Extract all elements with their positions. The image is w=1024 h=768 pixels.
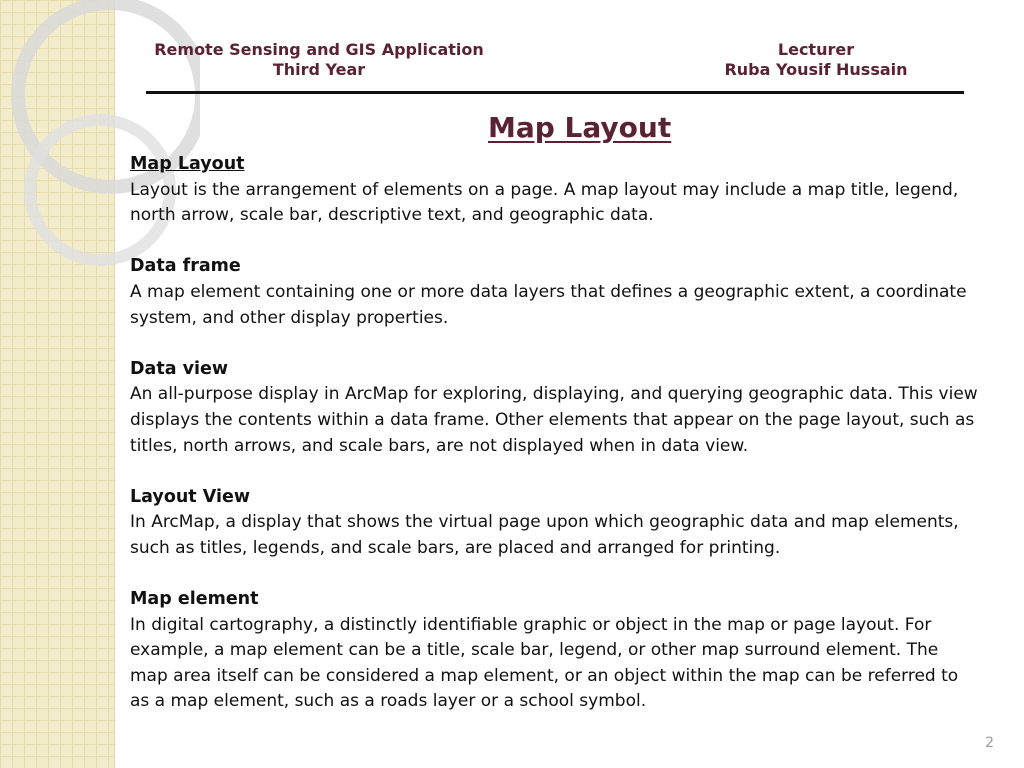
section-data-view bbox=[130, 357, 980, 459]
course-name: Remote Sensing and GIS Application bbox=[154, 40, 484, 59]
section-layout-view bbox=[130, 485, 980, 562]
section-data-frame bbox=[130, 254, 980, 331]
slide-title: Map Layout bbox=[488, 111, 672, 144]
header-divider bbox=[146, 91, 964, 94]
course-info bbox=[144, 40, 494, 80]
page-number: 2 bbox=[985, 735, 994, 751]
section-heading: Map Layout bbox=[130, 154, 245, 174]
section-text: An all-purpose display in ArcMap for exploring, displaying, and querying geographic data. This view displays the contents within a data frame. Other elements that appear on the page layout, such as titles, north arrows, and scale bars, are not displayed when in data view. bbox=[130, 384, 978, 456]
section-heading: Layout View bbox=[130, 486, 251, 507]
section-heading: Map element bbox=[130, 589, 259, 610]
section-text: In ArcMap, a display that shows the virtual page upon which geographic data and map elements, such as titles, legends, and scale bars, are placed and arranged for printing. bbox=[130, 512, 959, 558]
slide-content bbox=[130, 152, 980, 741]
section-text: In digital cartography, a distinctly identifiable graphic or object in the map or page layout. For example, a map element can be a title, scale bar, legend, or other map surround element. The map area itself can be considered a map element, or an object within the map can be referred to as a map element, such as a roads layer or a school symbol. bbox=[130, 614, 959, 712]
slide-header bbox=[140, 40, 970, 84]
section-text: A map element containing one or more data layers that defines a geographic extent, a coordinate system, and other display properties. bbox=[130, 281, 967, 328]
section-heading: Data view bbox=[130, 358, 229, 379]
section-map-layout bbox=[130, 152, 980, 229]
section-map-element bbox=[130, 587, 980, 715]
decorative-sidebar-strip bbox=[0, 0, 115, 768]
section-heading: Data frame bbox=[130, 256, 241, 277]
course-year: Third Year bbox=[272, 60, 366, 79]
section-text: Layout is the arrangement of elements on a page. A map layout may include a map title, legend, north arrow, scale bar, descriptive text, and geographic data. bbox=[130, 179, 959, 226]
lecturer-label: Lecturer bbox=[777, 40, 855, 59]
lecturer-name: Ruba Yousif Hussain bbox=[724, 60, 908, 79]
lecturer-info bbox=[716, 40, 916, 80]
